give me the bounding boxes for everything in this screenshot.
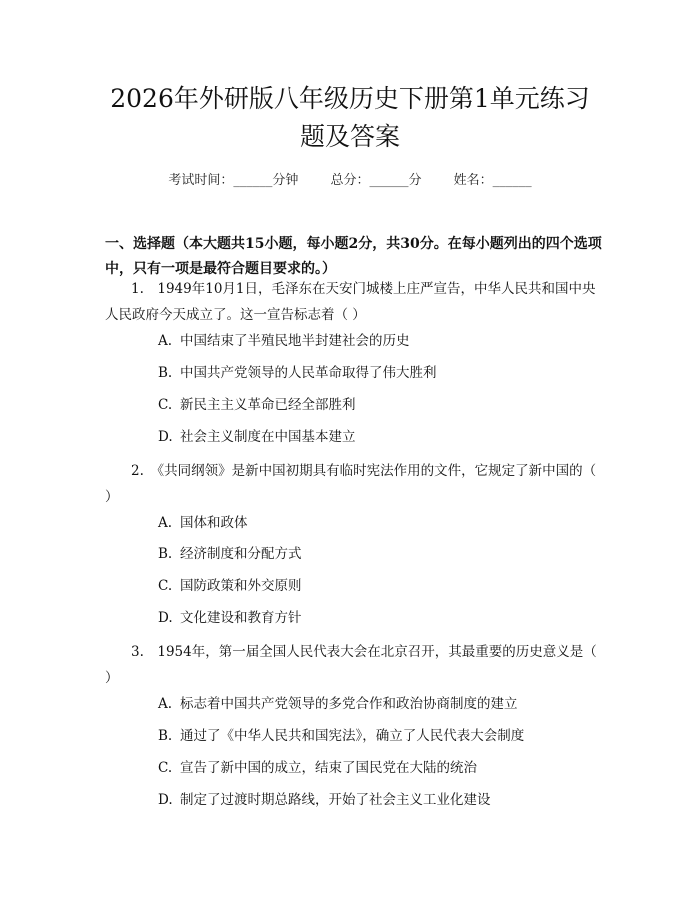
question-3-option-d: [158, 790, 608, 810]
option-letter: D.: [158, 792, 173, 808]
option-letter: B.: [158, 546, 173, 562]
option-text: 国防政策和外交原则: [180, 578, 302, 594]
option-letter: D.: [158, 610, 173, 626]
question-2-option-a: [158, 513, 608, 533]
option-text: 国体和政体: [180, 515, 248, 531]
title-line-2: 题及答案: [299, 122, 400, 151]
question-2-option-c: [158, 576, 608, 596]
option-text: 标志着中国共产党领导的多党合作和政治协商制度的建立: [180, 696, 518, 712]
exam-meta: [0, 169, 700, 188]
question-3-option-c: [158, 758, 608, 778]
option-letter: C.: [158, 578, 173, 594]
question-1-option-d: [158, 427, 608, 447]
option-text: 通过了《中华人民共和国宪法》，确立了人民代表大会制度: [180, 728, 525, 744]
option-letter: B.: [158, 728, 173, 744]
option-text: 新民主主义革命已经全部胜利: [180, 397, 356, 413]
option-text: 宣告了新中国的成立，结束了国民党在大陆的统治: [180, 760, 477, 776]
exam-total-score: 总分：______分: [330, 173, 422, 188]
option-letter: A.: [158, 515, 173, 531]
option-text: 制定了过渡时期总路线，开始了社会主义工业化建设: [180, 792, 491, 808]
option-letter: D.: [158, 429, 173, 445]
exam-time: 考试时间：______分钟: [168, 173, 299, 188]
option-letter: C.: [158, 397, 173, 413]
option-text: 经济制度和分配方式: [180, 546, 302, 562]
question-2-option-b: [158, 544, 608, 564]
section-heading: 一、选择题（本大题共15小题，每小题2分，共30分。在每小题列出的四个选项中，只有一项是最符合题目要求的。）: [105, 236, 602, 277]
question-1-option-a: [158, 331, 608, 351]
option-letter: C.: [158, 760, 173, 776]
option-text: 文化建设和教育方针: [180, 610, 302, 626]
option-letter: A.: [158, 696, 173, 712]
title-line-1: 2026年外研版八年级历史下册第1单元练习: [110, 84, 590, 113]
question-2: 2. 《共同纲领》是新中国初期具有临时宪法作用的文件，它规定了新中国的（ ）: [105, 463, 597, 505]
student-name: 姓名：______: [453, 173, 532, 188]
question-1-option-c: [158, 395, 608, 415]
option-text: 中国共产党领导的人民革命取得了伟大胜利: [180, 365, 437, 381]
question-3: 3. 1954年，第一届全国人民代表大会在北京召开，其最重要的历史意义是（ ）: [105, 644, 597, 686]
question-2-option-d: [158, 608, 608, 628]
question-1: 1. 1949年10月1日，毛泽东在天安门城楼上庄严宣告，中华人民共和国中央人民政府今天成立了。这一宣告标志着（ ）: [105, 281, 596, 323]
option-text: 中国结束了半殖民地半封建社会的历史: [180, 333, 410, 349]
option-text: 社会主义制度在中国基本建立: [180, 429, 356, 445]
option-letter: B.: [158, 365, 173, 381]
question-3-option-b: [158, 726, 608, 746]
document-title: [60, 80, 640, 156]
question-3-option-a: [158, 694, 608, 714]
question-1-option-b: [158, 363, 608, 383]
option-letter: A.: [158, 333, 173, 349]
